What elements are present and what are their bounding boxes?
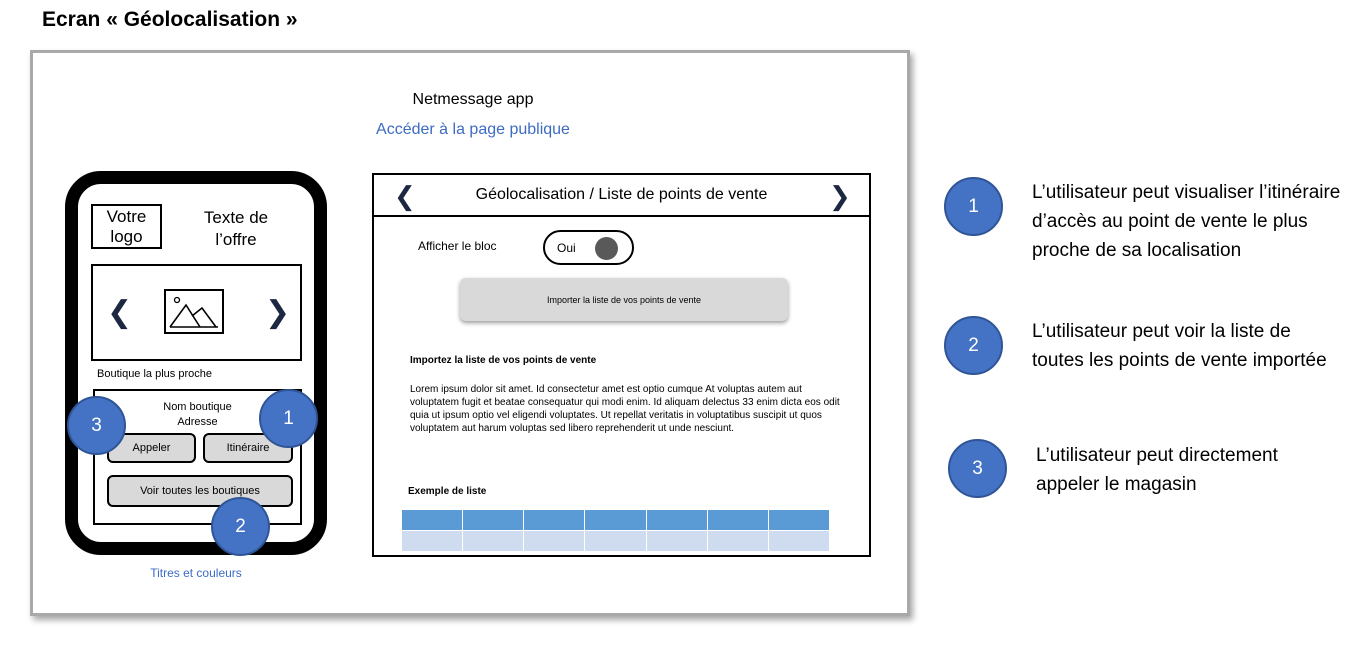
chevron-right-icon[interactable]: ❯: [829, 181, 851, 211]
mountain-image-icon: [166, 291, 222, 332]
table-cell: [585, 510, 646, 531]
legend-text-2: L’utilisateur peut voir la liste de toutes les points de vente importée: [1032, 321, 1327, 371]
chevron-left-icon[interactable]: ❮: [394, 181, 416, 211]
panel-title: Géolocalisation / Liste de points de vente: [475, 186, 768, 203]
offer-line-1: Texte de: [203, 208, 269, 227]
legend-text-1: L’utilisateur peut visualiser l’itinéraire d’accès au point de vente le plus proche de sa localisation: [1032, 182, 1341, 261]
app-title: Netmessage app: [412, 91, 534, 108]
table-cell: [524, 531, 585, 552]
logo-placeholder: [91, 204, 162, 249]
image-placeholder-icon: [164, 289, 224, 334]
settings-panel: [372, 173, 871, 557]
titles-colors-link[interactable]: Titres et couleurs: [150, 566, 242, 580]
shop-name: Nom boutique: [163, 401, 232, 413]
show-block-label: Afficher le bloc: [418, 239, 497, 253]
table-cell: [585, 531, 646, 552]
public-page-link[interactable]: Accéder à la page publique: [376, 121, 570, 138]
legend-marker-1: 1: [944, 177, 1003, 236]
offer-line-2: l’offre: [215, 230, 257, 249]
offer-text: [186, 207, 286, 251]
table-header-row: [402, 510, 830, 531]
table-cell: [768, 531, 829, 552]
shop-address: Adresse: [177, 416, 218, 428]
call-button[interactable]: Appeler: [107, 433, 196, 463]
example-title: Exemple de liste: [408, 486, 487, 497]
all-shops-button[interactable]: Voir toutes les boutiques: [107, 475, 293, 507]
logo-line-2: logo: [110, 227, 143, 246]
table-cell: [768, 510, 829, 531]
app-frame: [30, 50, 910, 616]
table-cell: [646, 531, 707, 552]
legend-marker-3: 3: [948, 439, 1007, 498]
toggle-knob-icon: [595, 237, 618, 260]
panel-header: [374, 175, 869, 217]
section-title: Importez la liste de vos points de vente: [410, 355, 597, 366]
table-cell: [402, 510, 463, 531]
show-block-toggle[interactable]: [543, 230, 634, 265]
table-cell: [707, 510, 768, 531]
route-button[interactable]: Itinéraire: [203, 433, 293, 463]
logo-line-1: Votre: [106, 207, 147, 226]
table-cell: [402, 531, 463, 552]
legend-text-3: L’utilisateur peut directement appeler le magasin: [1036, 445, 1278, 495]
marker-2: 2: [211, 497, 270, 556]
table-cell: [707, 531, 768, 552]
screen-heading: Ecran « Géolocalisation »: [42, 8, 298, 31]
toggle-label: Oui: [557, 241, 576, 255]
chevron-left-icon[interactable]: ❮: [107, 296, 133, 329]
table-cell: [463, 531, 524, 552]
table-cell: [463, 510, 524, 531]
section-description: Lorem ipsum dolor sit amet. Id consectetur amet est optio cumque At voluptas autem aut voluptatem fugit et beatae consequatur qui modi enim. Id aliquam delectus 33 enim dicta eos odit quia ut ipsum optio vel eligendi voluptates. Ut repellat veritatis in voluptatibus suscipit ut quos voluptatem aut harum voluptas sed libero reprehenderit ut unde nesciunt.: [410, 384, 840, 434]
import-button[interactable]: Importer la liste de vos points de vente: [460, 278, 788, 321]
legend-marker-2: 2: [944, 316, 1003, 375]
nearest-shop-label: Boutique la plus proche: [97, 368, 212, 380]
table-cell: [646, 510, 707, 531]
table-row: [402, 531, 830, 552]
table-cell: [524, 510, 585, 531]
chevron-right-icon[interactable]: ❯: [265, 296, 291, 329]
example-table: [401, 509, 830, 552]
phone-preview: [65, 171, 327, 555]
image-carousel: [91, 264, 302, 361]
marker-3: 3: [67, 396, 126, 455]
marker-1: 1: [259, 389, 318, 448]
